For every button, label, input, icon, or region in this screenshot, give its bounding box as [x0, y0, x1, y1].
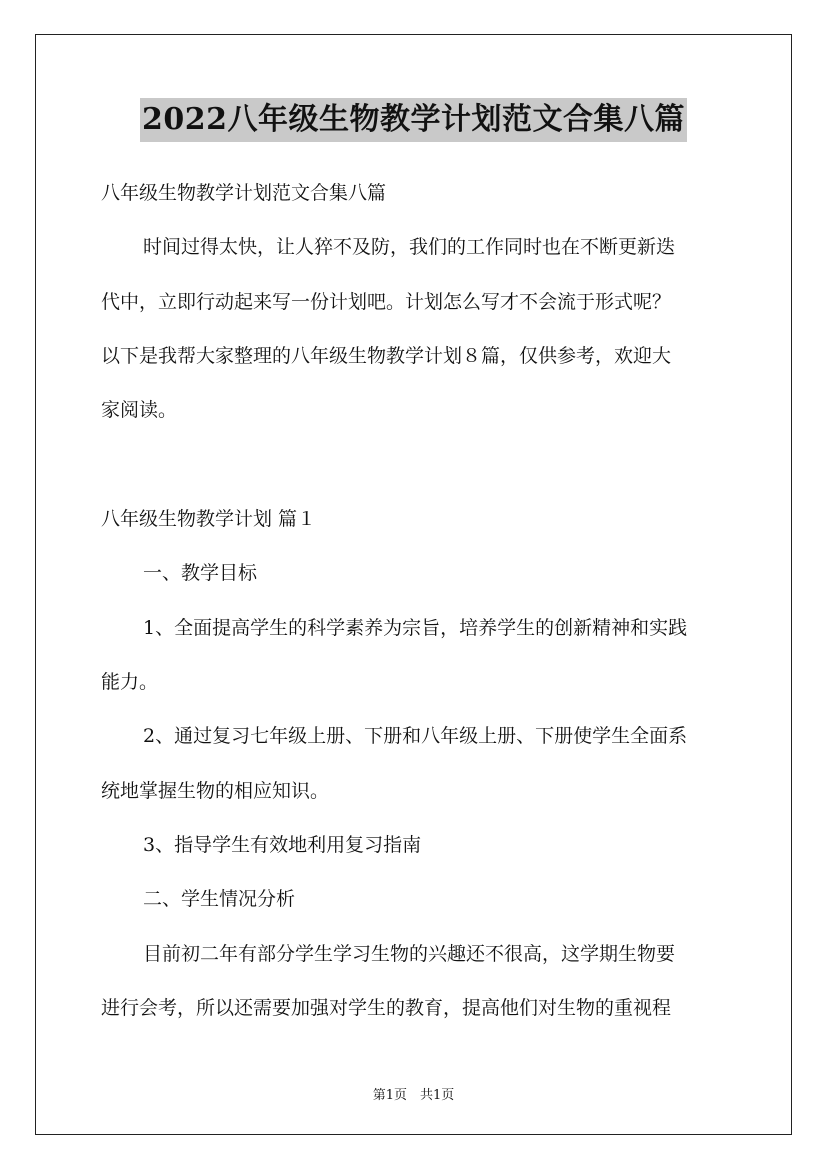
- analysis-line-1: 目前初二年有部分学生学习生物的兴趣还不很高，这学期生物要: [143, 943, 676, 965]
- goal-1-line-1: 1、全面提高学生的科学素养为宗旨，培养学生的创新精神和实践: [143, 617, 688, 639]
- heading-analysis: 二、学生情况分析: [143, 888, 296, 910]
- intro-line-3: 以下是我帮大家整理的八年级生物教学计划８篇，仅供参考，欢迎大: [101, 345, 672, 367]
- goal-2-line-1: 2、通过复习七年级上册、下册和八年级上册、下册使学生全面系: [143, 725, 688, 747]
- document-subtitle: 八年级生物教学计划范文合集八篇: [101, 182, 387, 204]
- intro-line-2: 代中，立即行动起来写一份计划吧。计划怎么写才不会流于形式呢？: [101, 291, 672, 313]
- analysis-line-2: 进行会考，所以还需要加强对学生的教育，提高他们对生物的重视程: [101, 997, 672, 1019]
- goal-2-line-2: 统地掌握生物的相应知识。: [101, 780, 330, 802]
- page-footer: 第1页 共1页: [372, 1088, 455, 1103]
- heading-goals: 一、教学目标: [143, 562, 258, 584]
- document-title: 2022八年级生物教学计划范文合集八篇: [140, 98, 687, 142]
- intro-line-4: 家阅读。: [101, 399, 178, 421]
- section-heading: 八年级生物教学计划 篇１: [101, 508, 317, 530]
- title-container: [0, 98, 827, 142]
- goal-3: 3、指导学生有效地利用复习指南: [143, 834, 422, 856]
- goal-1-line-2: 能力。: [101, 671, 159, 693]
- intro-line-1: 时间过得太快，让人猝不及防，我们的工作同时也在不断更新迭: [143, 236, 676, 258]
